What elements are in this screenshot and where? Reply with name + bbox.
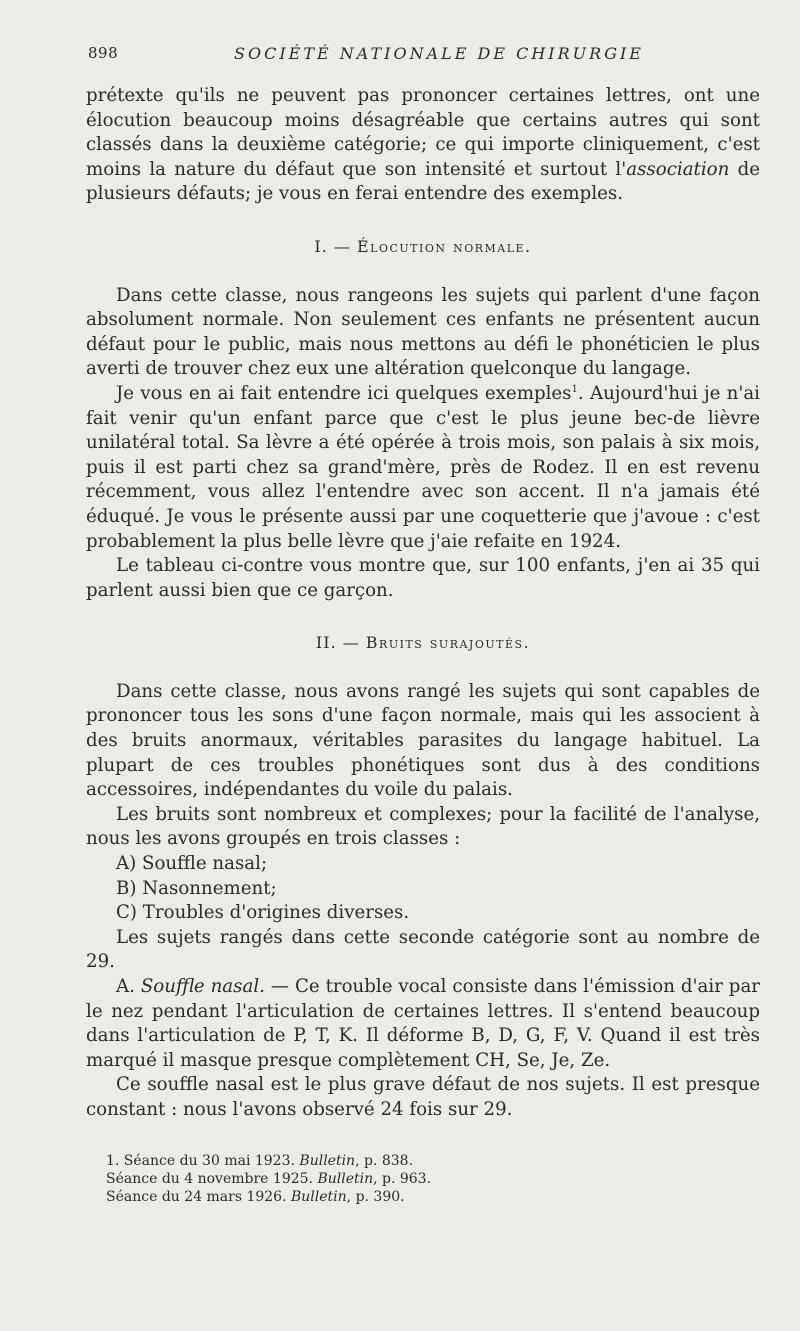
footnote-ref: 1 xyxy=(571,383,578,395)
list-item: B) Nasonnement; xyxy=(116,877,277,899)
paragraph: Le tableau ci-contre vous montre que, sur 100 enfants, j'en ai 35 qui parlent aussi bien que ce garçon. xyxy=(86,555,760,601)
page-header xyxy=(88,44,760,68)
section-numeral-2: II. — xyxy=(315,633,360,653)
paragraph: Les bruits sont nombreux et complexes; pour la facilité de l'analyse, nous les avons groupés en trois classes : xyxy=(86,803,760,850)
body-text xyxy=(86,84,760,1123)
paragraph: Dans cette classe, nous rangeons les sujets qui parlent d'une façon absolument normale. Non seulement ces enfants ne présentent aucun défaut pour le public, mais nous mettons au défi le phonéticien le plus averti de trouver chez eux une altération quelconque du langage. xyxy=(86,284,760,380)
section-heading-1 xyxy=(86,235,760,260)
paragraph: Dans cette classe, nous avons rangé les sujets qui sont capables de prononcer tous les sons d'une façon normale, mais qui les associent à des bruits anormaux, véritables parasites du langage habituel. La plupart de ces troubles phonétiques sont dus à des conditions accessoires, indépendantes du voile du palais. xyxy=(86,680,760,801)
subsection-title: Souffle nasal. xyxy=(140,976,265,997)
list-item: C) Troubles d'origines diverses. xyxy=(116,902,410,924)
paragraph: Je vous en ai fait entendre ici quelques exemples$^1$. Aujourd'hui je n'ai fait venir qu'un enfant parce que c'est le plus jeune bec-de lièvre unilatéral total. Sa lèvre a été opérée à trois mois, son palais à six mois, puis il est parti chez sa grand'mère, près de Rodez. Il en est revenu récemment, vous allez l'entendre avec son accent. Il n'a jamais été éduqué. Je vous le présente aussi par une coquetterie que j'avoue : c'est probablement la plus belle lèvre que j'aie refaite en 1924. xyxy=(86,382,760,552)
footnote: Séance du 4 novembre 1925. Bulletin, p. 963. xyxy=(106,1171,432,1187)
footnote: Séance du 24 mars 1926. Bulletin, p. 390. xyxy=(106,1189,405,1205)
paragraph: Les sujets rangés dans cette seconde catégorie sont au nombre de 29. xyxy=(86,926,760,973)
paragraph: Ce souffle nasal est le plus grave défaut de nos sujets. Il est presque constant : nous l'avons observé 24 fois sur 29. xyxy=(86,1074,760,1120)
section-heading-2 xyxy=(86,631,760,656)
section-title-1: Élocution normale. xyxy=(356,236,532,256)
list-item: A) Souffle nasal; xyxy=(116,853,268,875)
section-numeral-1: I. — xyxy=(314,236,351,256)
emphasis-association: association xyxy=(626,158,730,180)
paragraph: A. Souffle nasal. — Ce trouble vocal consiste dans l'émission d'air par le nez pendant l'articulation de certaines lettres. Il s'entend beaucoup dans l'articulation de P, T, K. Il déforme B, D, G, F, V. Quand il est très marqué il masque presque complètement CH, Se, Je, Ze. xyxy=(86,976,760,1071)
running-title: SOCIÉTÉ NATIONALE DE CHIRURGIE xyxy=(234,44,644,63)
footnotes xyxy=(106,1152,666,1206)
footnote: 1. Séance du 30 mai 1923. Bulletin, p. 838. xyxy=(106,1153,414,1169)
page-number: 898 xyxy=(88,44,119,62)
section-title-2: Bruits surajoutés. xyxy=(365,633,531,653)
intro-paragraph: prétexte qu'ils ne peuvent pas prononcer certaines lettres, ont une élocution beaucoup moins désagréable que certains autres qui sont classés dans la deuxième catégorie; ce qui importe cliniquement, c'est moins la nature du défaut que son intensité et surtout l'association de plusieurs défauts; je vous en ferai entendre des exemples. xyxy=(86,85,761,205)
